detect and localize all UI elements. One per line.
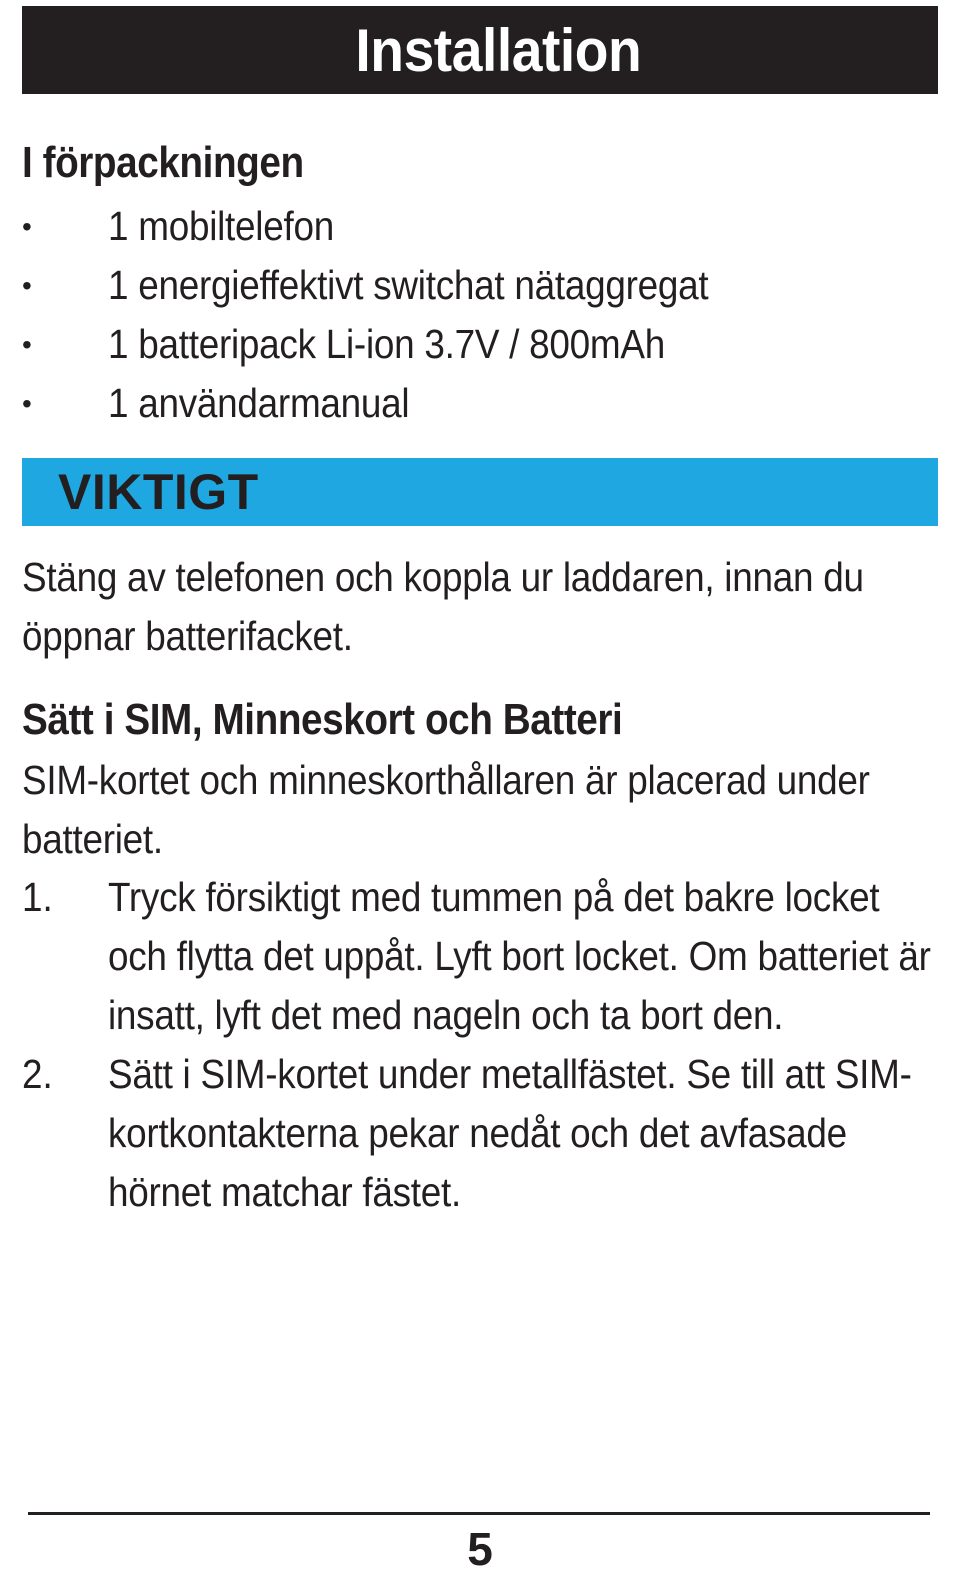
bullet-icon: • (22, 211, 32, 242)
installation-steps (22, 868, 960, 1222)
step-text: Tryck försiktigt med tummen på det bakre locket och flytta det uppåt. Lyft bort locket. Om batteriet är insatt, lyft det med nageln och ta bort den. (108, 874, 931, 1038)
bullet-icon: • (22, 388, 32, 419)
important-text: Stäng av telefonen och koppla ur laddaren, innan du öppnar batterifacket. (22, 554, 864, 659)
step-number: 2. (22, 1051, 53, 1097)
step-text: Sätt i SIM-kortet under metallfästet. Se till att SIM-kortkontakterna pekar nedåt och det avfasade hörnet matchar fästet. (108, 1051, 912, 1215)
important-label: VIKTIGT (58, 464, 259, 520)
bullet-icon: • (22, 329, 32, 360)
step-item (22, 868, 960, 1045)
page-number: 5 (467, 1523, 493, 1575)
bullet-icon: • (22, 270, 32, 301)
list-item-text: 1 energieffektivt switchat nätaggregat (108, 262, 709, 308)
package-heading: I förpackningen (22, 138, 304, 187)
list-item-text: 1 användarmanual (108, 380, 410, 426)
step-item (22, 1045, 960, 1222)
footer-divider (28, 1512, 930, 1515)
important-banner (22, 458, 938, 526)
title-bar (22, 6, 938, 94)
list-item-text: 1 mobiltelefon (108, 203, 334, 249)
sim-heading: Sätt i SIM, Minneskort och Batteri (22, 695, 623, 744)
sim-intro-text: SIM-kortet och minneskorthållaren är placerad under batteriet. (22, 757, 870, 862)
step-number: 1. (22, 874, 53, 920)
page-title: Installation (355, 16, 641, 84)
list-item-text: 1 batteripack Li-ion 3.7V / 800mAh (108, 321, 665, 367)
